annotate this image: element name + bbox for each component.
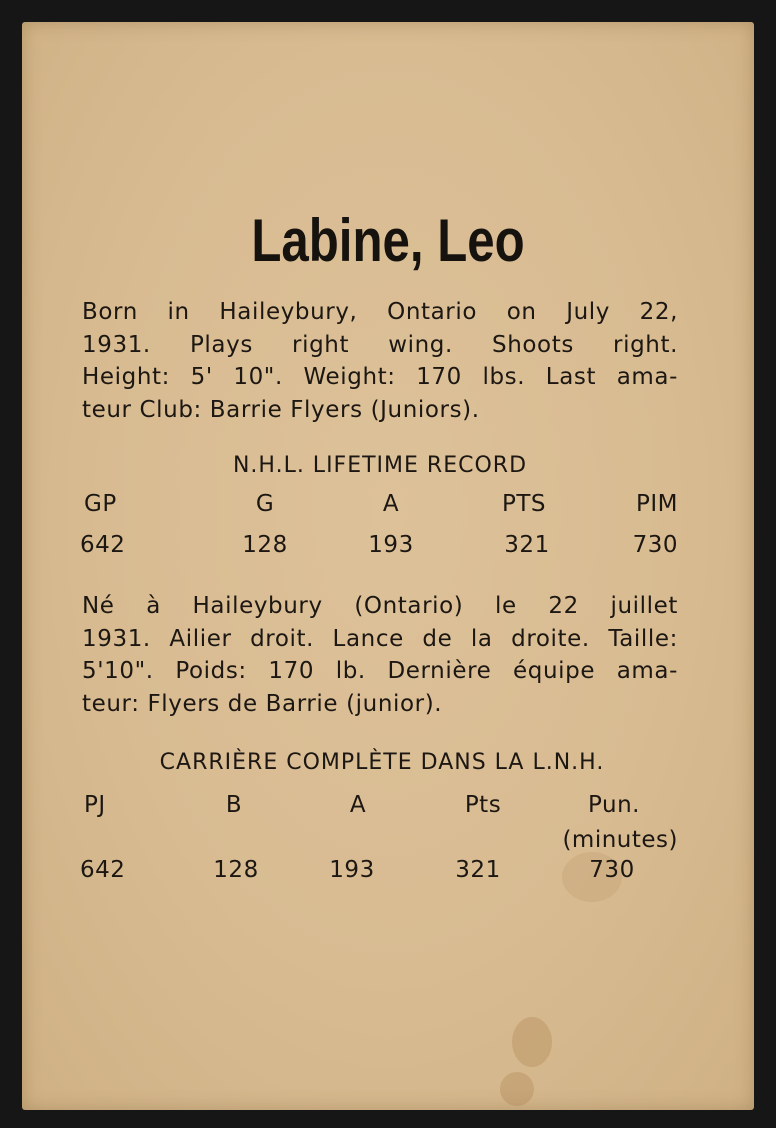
- stat-value-a: 193: [368, 532, 414, 558]
- stat-header-pts: PTS: [501, 491, 547, 517]
- stat-header-a: A: [382, 491, 400, 517]
- french-bio-line: 1931. Ailier droit. Lance de la droite. Taille:: [82, 625, 678, 652]
- french-bio-line: teur: Flyers de Barrie (junior).: [82, 690, 443, 717]
- english-bio-line: teur Club: Barrie Flyers (Juniors).: [82, 396, 480, 423]
- card-back: [22, 22, 754, 1110]
- stain: [500, 1072, 534, 1106]
- stat-value-gp: 642: [80, 532, 126, 558]
- stat-header-a-fr: A: [349, 792, 367, 818]
- stain: [512, 1017, 552, 1067]
- stat-value-pj: 642: [80, 857, 126, 883]
- stat-value-pim: 730: [632, 532, 678, 558]
- stat-header-b: B: [225, 792, 243, 818]
- stat-value-a-fr: 193: [329, 857, 375, 883]
- stat-header-pts-fr: Pts: [464, 792, 502, 818]
- stat-header-pun-note: (minutes): [562, 827, 678, 853]
- english-bio-line: Height: 5' 10". Weight: 170 lbs. Last ama-: [82, 364, 678, 390]
- english-record-heading: N.H.L. LIFETIME RECORD: [232, 453, 528, 478]
- stat-value-pts-fr: 321: [455, 857, 501, 883]
- english-bio: [82, 296, 678, 426]
- stat-value-pun: 730: [589, 857, 635, 883]
- stat-value-pts: 321: [504, 532, 550, 558]
- stat-header-pun: Pun.: [588, 792, 640, 818]
- english-bio-line: 1931. Plays right wing. Shoots right.: [82, 331, 678, 358]
- english-bio-line: Born in Haileybury, Ontario on July 22,: [82, 299, 678, 325]
- stat-value-g: 128: [242, 532, 288, 558]
- french-bio: [82, 590, 678, 720]
- french-bio-line: Né à Haileybury (Ontario) le 22 juillet: [82, 593, 678, 619]
- french-record-heading: CARRIÈRE COMPLÈTE DANS LA L.N.H.: [159, 750, 605, 775]
- french-bio-line: 5'10". Poids: 170 lb. Dernière équipe ama-: [82, 658, 678, 684]
- stat-value-b: 128: [213, 857, 259, 883]
- player-name: Labine, Leo: [251, 207, 525, 274]
- stat-header-gp: GP: [84, 491, 117, 517]
- stat-header-pim: PIM: [636, 491, 678, 517]
- stat-header-g: G: [255, 491, 275, 517]
- stat-header-pj: PJ: [84, 792, 106, 818]
